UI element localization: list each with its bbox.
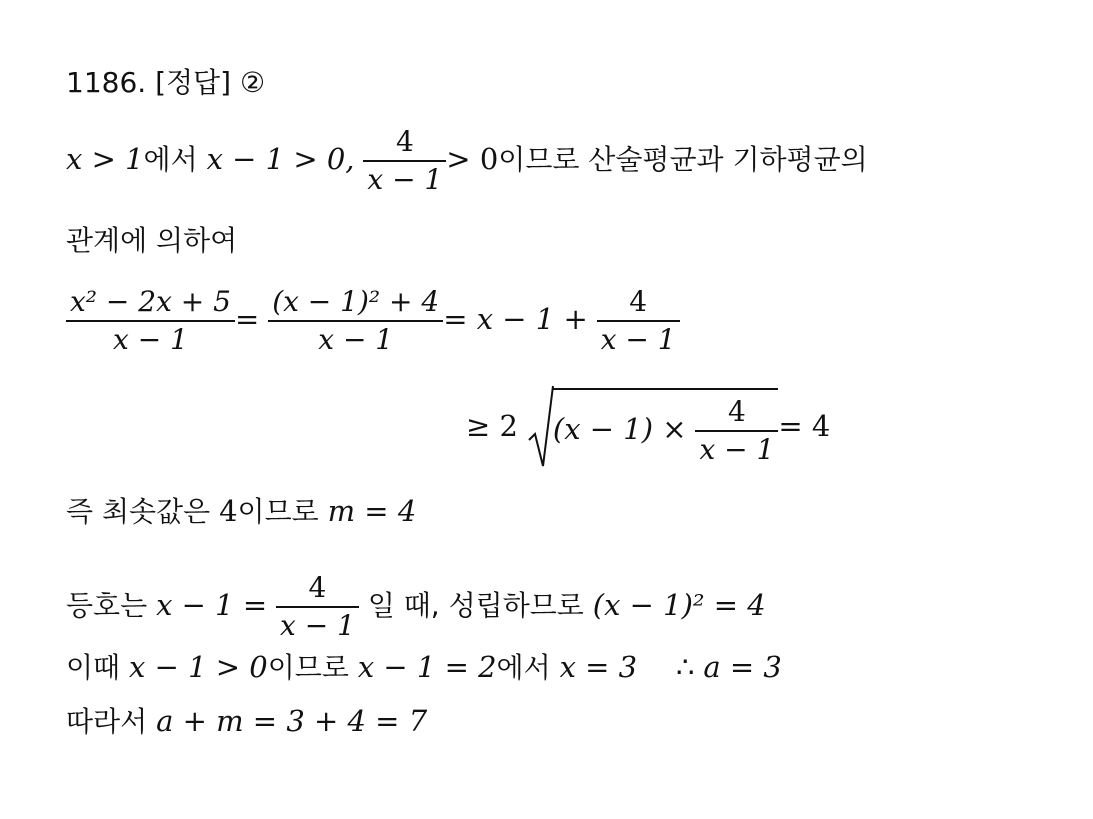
text-am-gm: 이므로 산술평균과 기하평균의: [498, 143, 868, 176]
fraction-numerator: x² − 2x + 5: [66, 284, 235, 322]
square-root: [527, 388, 778, 468]
condition-x-minus-1: x − 1 > 0,: [206, 142, 355, 176]
text-then: 이때: [66, 651, 121, 684]
line-equality-condition: [66, 570, 766, 644]
fraction-numerator: 4: [276, 570, 359, 608]
radical-sign-icon: [527, 384, 555, 470]
radicand-factor: (x − 1) ×: [552, 412, 687, 446]
squared-equation: (x − 1)² = 4: [592, 588, 766, 622]
text-relation: 관계에 의하여: [66, 224, 238, 257]
line-condition: [66, 124, 868, 198]
fraction-4-over-x-minus-1: [276, 570, 359, 644]
fraction-denominator: x − 1: [600, 323, 676, 356]
answer-choice: ②: [239, 66, 266, 99]
equation-x-minus-1-eq-2: x − 1 = 2: [357, 650, 497, 684]
line-final-answer: [66, 704, 427, 739]
result-equals-4: = 4: [778, 409, 831, 443]
geq-two: ≥ 2: [466, 409, 518, 443]
fraction-completed-square: [268, 284, 443, 358]
a-equals-3: a = 3: [703, 650, 782, 684]
line-solve: [66, 650, 782, 685]
fraction-4-over-x-minus-1: [363, 124, 446, 198]
text-eseo: 에서: [143, 143, 198, 176]
fraction-denominator: x − 1: [113, 323, 188, 356]
equals-sign: =: [234, 302, 260, 336]
gt-zero: > 0: [446, 142, 499, 176]
text-thus: 따라서: [66, 705, 148, 738]
problem-number: 1186.: [66, 66, 147, 99]
text-holds-when: 일 때, 성립하므로: [367, 589, 584, 622]
minimum-value: 4: [219, 494, 238, 528]
solution-x: x = 3: [559, 650, 638, 684]
fraction-denominator: x − 1: [280, 609, 355, 642]
lhs-x-minus-1: x − 1 =: [156, 588, 268, 622]
text-equality: 등호는: [66, 589, 148, 622]
text-so: 이므로: [267, 651, 349, 684]
text-therefore: 이므로: [237, 495, 319, 528]
fraction-denominator: x − 1: [367, 163, 443, 196]
fraction-4-over-x-minus-1: [597, 284, 680, 358]
equals-x-minus-1-plus: = x − 1 +: [443, 302, 588, 336]
answer-label: [정답]: [155, 66, 232, 99]
fraction-numerator: 4: [363, 124, 446, 162]
line-expression: [66, 284, 680, 358]
line-am-gm-inequality: [466, 388, 830, 468]
m-equals-4: m = 4: [327, 494, 417, 528]
fraction-4-over-x-minus-1: [695, 394, 778, 468]
final-sum: a + m = 3 + 4 = 7: [156, 704, 428, 738]
fraction-numerator: 4: [597, 284, 680, 322]
condition-positive: x − 1 > 0: [129, 650, 268, 684]
answer-header: [66, 66, 265, 100]
line-minimum: [66, 494, 416, 529]
text-minimum: 즉 최솟값은: [66, 495, 211, 528]
fraction-denominator: x − 1: [699, 433, 775, 466]
line-by-relation: [66, 224, 237, 258]
text-from: 에서: [496, 651, 551, 684]
condition-x-gt-1: x > 1: [66, 142, 144, 176]
fraction-denominator: x − 1: [318, 323, 394, 356]
fraction-polynomial: [66, 284, 235, 358]
fraction-numerator: (x − 1)² + 4: [268, 284, 443, 322]
therefore-symbol: ∴: [676, 650, 695, 684]
fraction-numerator: 4: [695, 394, 778, 432]
